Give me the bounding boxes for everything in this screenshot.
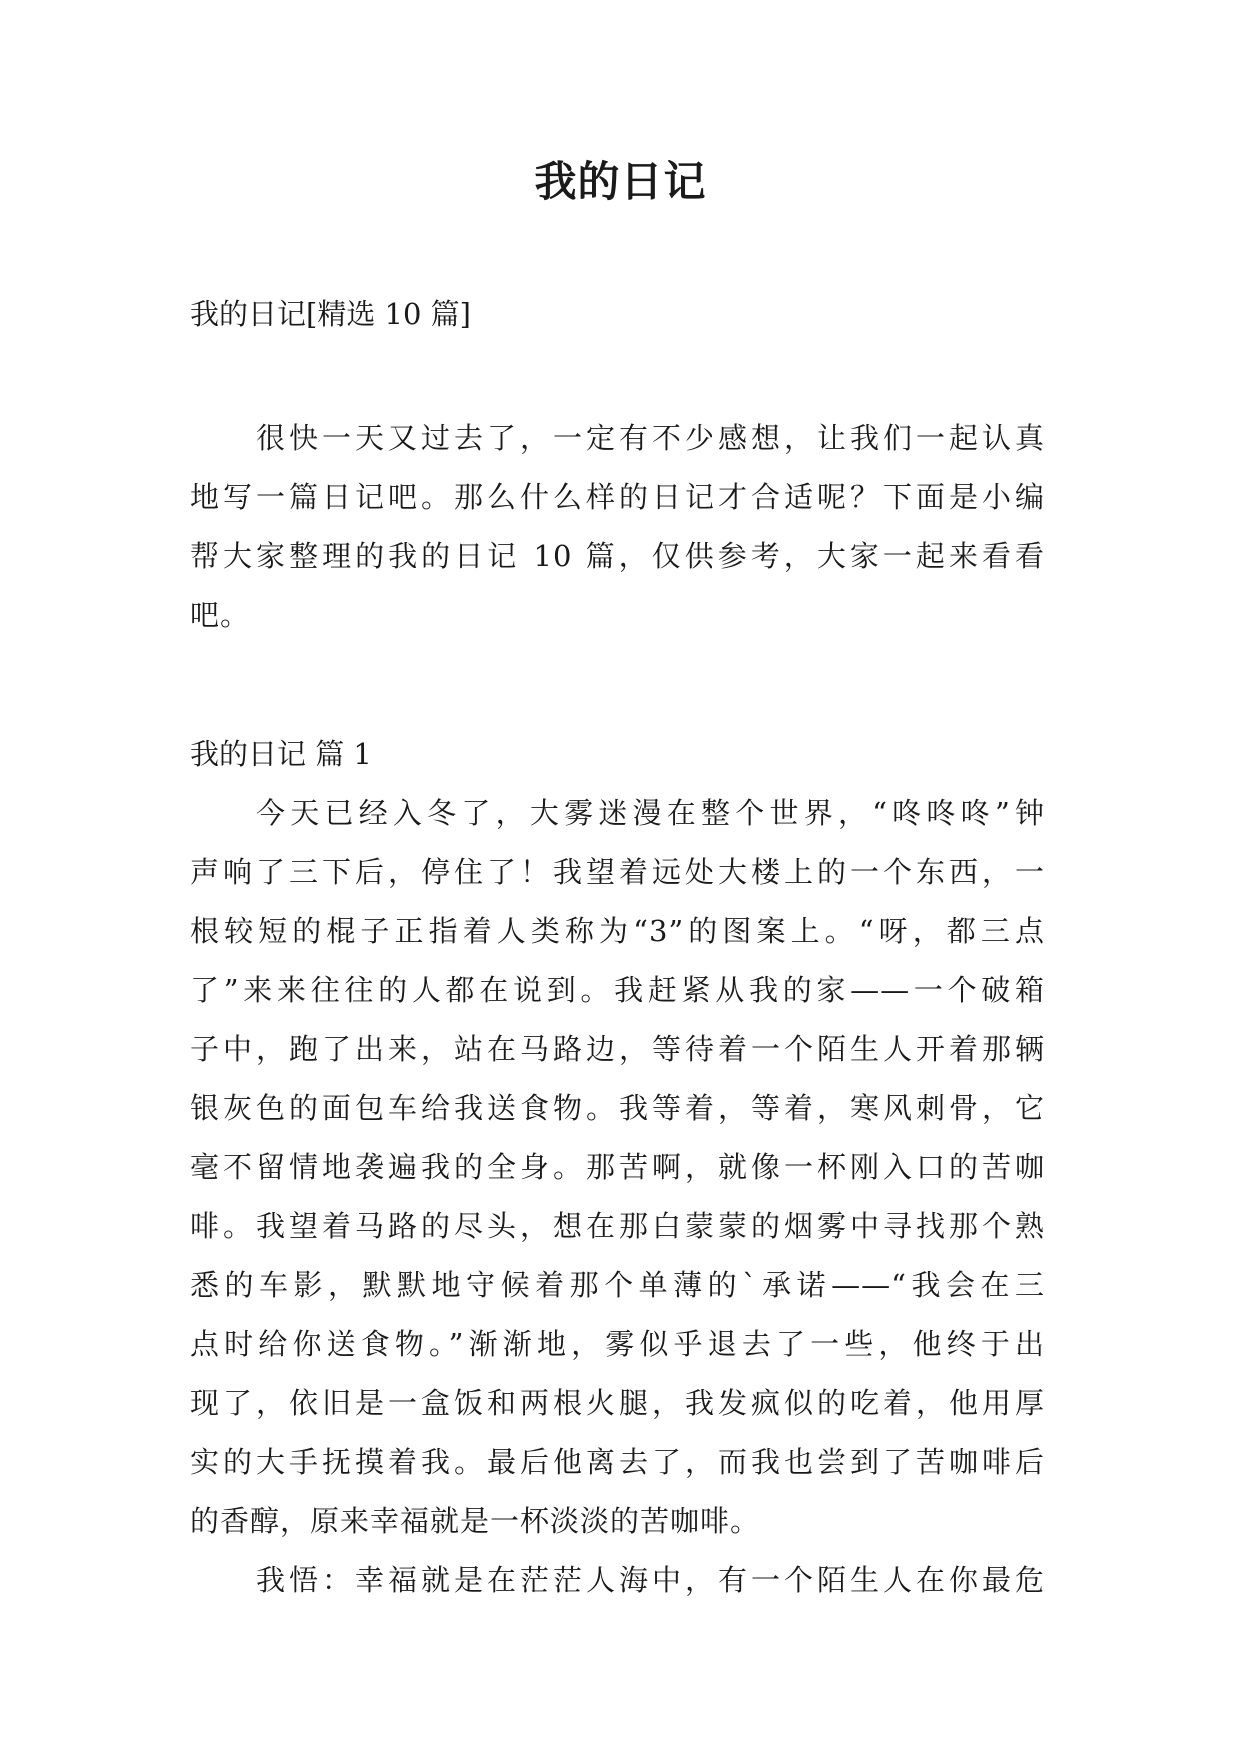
paragraph-line: 帮大家整理的我的日记 10 篇，仅供参考，大家一起来看看 bbox=[190, 539, 1045, 573]
paragraph-line: 银灰色的面包车给我送食物。我等着，等着，寒风刺骨，它 bbox=[190, 1091, 1045, 1125]
document-title: 我的日记 bbox=[534, 157, 707, 206]
paragraph-line: 根较短的棍子正指着人类称为“3”的图案上。“呀，都三点 bbox=[190, 914, 1045, 948]
collection-subtitle: 我的日记[精选 10 篇] bbox=[190, 297, 471, 331]
document-body bbox=[190, 285, 1045, 1610]
spacer bbox=[190, 344, 1045, 409]
paragraph-line: 地写一篇日记吧。那么什么样的日记才合适呢？下面是小编 bbox=[190, 480, 1045, 514]
spacer bbox=[190, 645, 1045, 725]
paragraph-line: 毫不留情地袭遍我的全身。那苦啊，就像一杯刚入口的苦咖 bbox=[190, 1150, 1045, 1184]
paragraph-line: 实的大手抚摸着我。最后他离去了，而我也尝到了苦咖啡后 bbox=[190, 1445, 1045, 1479]
paragraph-line: 点时给你送食物。”渐渐地，雾似乎退去了一些，他终于出 bbox=[190, 1327, 1045, 1361]
paragraph-line: 啡。我望着马路的尽头，想在那白蒙蒙的烟雾中寻找那个熟 bbox=[190, 1209, 1045, 1243]
paragraph-line: 声响了三下后，停住了！我望着远处大楼上的一个东西，一 bbox=[190, 855, 1045, 889]
paragraph-line: 子中，跑了出来，站在马路边，等待着一个陌生人开着那辆 bbox=[190, 1032, 1045, 1066]
paragraph-line: 的香醇，原来幸福就是一杯淡淡的苦咖啡。 bbox=[190, 1504, 761, 1538]
section-paragraph bbox=[190, 1551, 1045, 1610]
paragraph-line: 我悟：幸福就是在茫茫人海中，有一个陌生人在你最危 bbox=[256, 1563, 1045, 1597]
paragraph-line: 了”来来往往的人都在说到。我赶紧从我的家——一个破箱 bbox=[190, 973, 1045, 1007]
paragraph-line: 今天已经入冬了，大雾迷漫在整个世界，“咚咚咚”钟 bbox=[256, 796, 1045, 830]
paragraph-line: 现了，依旧是一盒饭和两根火腿，我发疯似的吃着，他用厚 bbox=[190, 1386, 1045, 1420]
section-paragraph bbox=[190, 784, 1045, 1551]
paragraph-line: 悉的车影，默默地守候着那个单薄的`承诺——“我会在三 bbox=[190, 1268, 1045, 1302]
intro-paragraph bbox=[190, 409, 1045, 645]
paragraph-line: 吧。 bbox=[190, 598, 251, 632]
section-heading: 我的日记 篇 1 bbox=[190, 737, 372, 771]
paragraph-line: 很快一天又过去了，一定有不少感想，让我们一起认真 bbox=[256, 421, 1045, 455]
